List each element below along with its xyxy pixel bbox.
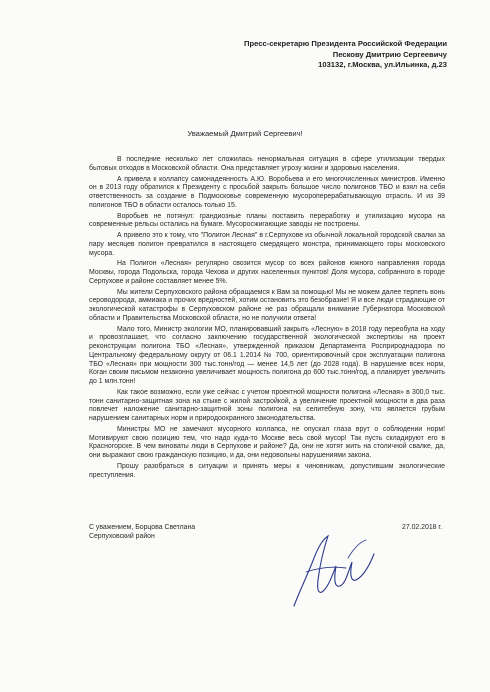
paragraph: Мы жители Серпуховского района обращаемся к Вам за помощью! Мы не можем далее терпеть вонь сероводорода, аммиака и прочих вредностей, хотим остановить это безобразие! Я и все люди страдающие от экологической катастрофы в Серпуховском районе не раз обращали внимание Губернатора Московской области и Правительства Московской области, но не получили ответа! [89, 288, 445, 322]
paragraph: Как такое возможно, если уже сейчас с учетом проектной мощности полигона «Лесная» в 300,0 тыс. тонн санитарно-защитная зона на стыке с жилой застройкой, а увеличение проектной мощности в два раза повлечет наложение санитарно-защитной зоны полигона на селитебную зону, что является грубым нарушением санитарных норм и природоохранного законодательства. [89, 388, 445, 422]
sender-location: Серпуховский район [89, 533, 155, 540]
paragraph: А привело это к тому, что "Полигон Лесная" в г.Серпухове из обычной локальной городской свалки за пару месяцев полигон превратился в настоящего смердящего монстра, принимающего горы московского мусора. [89, 232, 445, 257]
handwritten-signature [288, 528, 378, 610]
paragraph: На Полигон «Лесная» регулярно свозится мусор со всех районов южного направления города Москвы, города Подольска, города Чехова и других населенных пунктов! Доля мусора, собранного в городе Серпухове и районе составляет менее 5%. [89, 260, 445, 285]
paragraph: Прошу разобраться в ситуации и принять меры к чиновникам, допустившим экологические преступления. [89, 462, 445, 479]
paragraph: Мало того, Министр экологии МО, планировавший закрыть «Лесную» в 2018 году переобула на ходу и провозглашает, что согласно заключению государственной экологической экспертизы на проект реконструкции полигона ТБО «Лесная», утвержденной приказом Департамента Росприроднадзора по Центральному федеральному округу от 06.1 1.2014 № 700, ориентировочный срок эксплуатации полигона ТБО «Лесная» при мощности 300 тыс.тонн/год — менее 14,5 лет (до 2028 года). В нарушение всех норм, Коган своим письмом незаконно увеличивает мощность полигона до 600 тыс.тонн/год, а планирует увеличить до 1 млн.тонн! [89, 325, 445, 385]
sender-block [89, 523, 195, 541]
addressee-address: 103132, г.Москва, ул.Ильинка, д.23 [318, 60, 447, 69]
sender-name: С уважением, Борцова Светлана [89, 524, 196, 531]
paragraph: А привела к коллапсу самонадеянность А.Ю. Воробьева и его многочисленных министров. Именно он в 2013 году обратился к Президенту с просьбой закрыть большое число полигонов ТБО и взял на себя ответственность за создание в Подмосковье современную мусороперерабатывающую отрасль. И из 39 полигонов ТБО в области осталось только 15. [89, 175, 445, 209]
paragraph: Воробьев не потянул: грандиозные планы поставить переработку и утилизацию мусора на современные рельсы остались на бумаге. Мусоросжигающие заводы не построены. [89, 212, 445, 229]
letter-body [89, 156, 445, 482]
paragraph: В последние несколько лет сложилась ненормальная ситуация в сфере утилизации твердых бытовых отходов в Московской области. Она представляет угрозу жизни и здоровью населения. [89, 156, 445, 172]
greeting: Уважаемый Дмитрий Сергеевич! [187, 129, 303, 138]
addressee-name: Пескову Дмитрию Сергеевичу [332, 49, 447, 59]
letter-date: 27.02.2018 г. [402, 524, 442, 531]
addressee-block [244, 39, 447, 71]
addressee-position: Пресс-секретарю Президента Российской Федерации [244, 39, 447, 48]
paragraph: Министры МО не замечают мусорного коллапса, не опускал глаза врут о соблюдении норм! Мотивируют свою позицию тем, что надо куда-то Москве весь свой мусор! Так пусть складируют его в Красногорске. В чем виноваты люди в Серпухове и районе? Да, они не хотят жить на столичной свалке, да, они выражают свою гражданскую позицию, и да, они недовольны нарушениями закона. [89, 425, 445, 459]
